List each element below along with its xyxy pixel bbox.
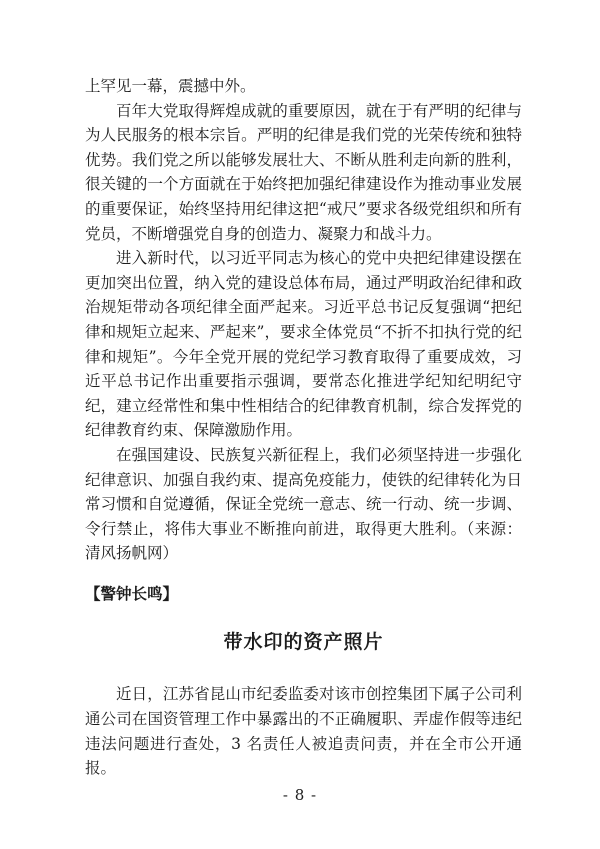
article-title: 带水印的资产照片	[223, 631, 384, 654]
body-paragraph: 进入新时代，以习近平同志为核心的党中央把纪律建设摆在更加突出位置，纳入党的建设总体布局，通过严明政治纪律和政治规矩带动各项纪律全面严起来。习近平总书记反复强调“把纪律和规矩立起来、严起来”，要求全体党员“不折不扣执行党的纪律和规矩”。今年全党开展的党纪学习教育取得了重要成效，习近平总书记作出重要指示强调，要常态化推进学纪知纪明纪守纪，建立经常性和集中性相结合的纪律教育机制，综合发挥党的纪律教育约束、保障激励作用。	[85, 249, 522, 440]
section-header: 【警钟长鸣】	[85, 583, 179, 603]
page-text-body	[85, 74, 522, 781]
body-paragraph: 在强国建设、民族复兴新征程上，我们必须坚持进一步强化纪律意识、加强自我约束、提高免疫能力，使铁的纪律转化为日常习惯和自觉遵循，保证全党统一意志、统一行动、统一步调、令行禁止，将伟大事业不断推向前进，取得更大胜利。（来源：清风扬帆网）	[85, 445, 522, 563]
article-paragraph: 近日，江苏省昆山市纪委监委对该市创控集团下属子公司利通公司在国资管理工作中暴露出的不正确履职、弄虚作假等违纪违法问题进行查处，3 名责任人被追责问责，并在全市公开通报。	[85, 685, 522, 778]
continuation-paragraph: 上罕见一幕，震撼中外。	[85, 77, 256, 95]
page-number: - 8 -	[282, 786, 318, 804]
body-paragraph: 百年大党取得辉煌成就的重要原因，就在于有严明的纪律与为人民服务的根本宗旨。严明的纪律是我们党的光荣传统和独特优势。我们党之所以能够发展壮大、不断从胜利走向新的胜利，很关键的一个方面就在于始终把加强纪律建设作为推动事业发展的重要保证，始终坚持用纪律这把“戒尺”要求各级党组织和所有党员，不断增强党自身的创造力、凝聚力和战斗力。	[85, 101, 522, 243]
